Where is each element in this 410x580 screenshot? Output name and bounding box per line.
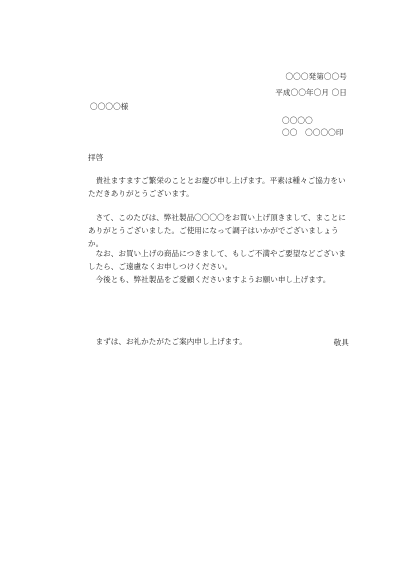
document-number: 〇〇〇発第〇〇号 xyxy=(285,72,347,81)
body-paragraph-feedback: なお、お買い上げの商品につきまして、もしご不満やご要望などございましたら、ご遠慮なくお申しつけください。 xyxy=(88,249,346,271)
salutation: 拝啓 xyxy=(88,153,104,162)
body-paragraph-thanks: さて、このたびは、弊社製品〇〇〇〇をお買い上げ頂きまして、まことにありがとうございました。ご使用になって調子はいかがでございましょうか。 xyxy=(88,213,346,248)
closing-remark: 敬具 xyxy=(333,338,349,347)
sender-company: 〇〇〇〇 xyxy=(282,116,313,125)
body-paragraph-summary: まずは、お礼かたがたご案内申し上げます。 xyxy=(88,337,247,346)
sender-name: 〇〇 〇〇〇〇印 xyxy=(282,128,344,137)
body-paragraph-patronage: 今後とも、弊社製品をご愛顧くださいますようお願い申し上げます。 xyxy=(88,275,331,284)
document-date: 平成〇〇年〇月 〇日 xyxy=(275,88,347,97)
body-paragraph-greeting: 貴社ますますご繁栄のこととお慶び申し上げます。平素は種々ご協力をいただきありがとうございます。 xyxy=(88,176,346,198)
recipient-name: 〇〇〇〇様 xyxy=(90,102,129,111)
